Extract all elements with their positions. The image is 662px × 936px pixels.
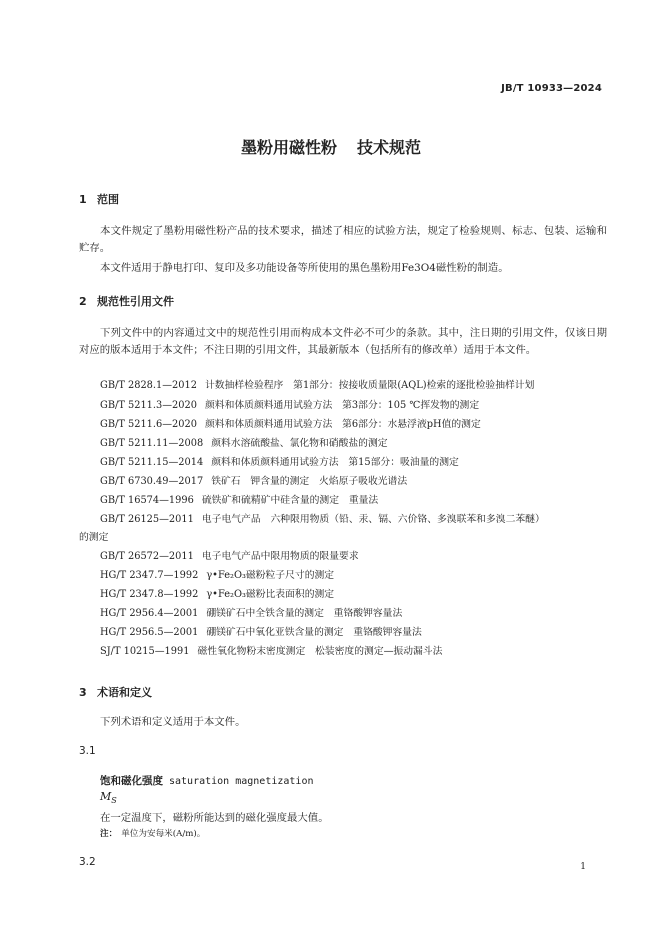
section-title: 范围 bbox=[97, 193, 119, 206]
section-1-heading bbox=[79, 191, 119, 207]
ref-title: 电子电气产品中限用物质的限量要求 bbox=[201, 551, 359, 562]
ref-code: GB/T 6730.49—2017 bbox=[100, 476, 204, 487]
term-entry bbox=[100, 773, 314, 788]
section-number: 2 bbox=[79, 295, 87, 308]
term-note bbox=[100, 827, 205, 839]
symbol-sub: S bbox=[111, 796, 117, 806]
reference-item bbox=[100, 492, 608, 509]
ref-code: GB/T 16574—1996 bbox=[100, 495, 194, 506]
ref-title: 磁性氧化物粉末密度测定 松装密度的测定—振动漏斗法 bbox=[197, 646, 443, 657]
reference-item bbox=[100, 548, 608, 565]
ref-code: HG/T 2347.8—1992 bbox=[100, 589, 199, 600]
ref-code: GB/T 5211.15—2014 bbox=[100, 457, 204, 468]
terms-intro: 下列术语和定义适用于本文件。 bbox=[100, 716, 246, 728]
title-part2: 技术规范 bbox=[357, 138, 422, 157]
section-3-heading bbox=[79, 684, 152, 700]
note-label: 注： bbox=[100, 829, 118, 839]
reference-item bbox=[100, 473, 608, 490]
ref-title: γ•Fe₂O₃磁粉比表面积的测定 bbox=[206, 589, 335, 600]
term-english: saturation magnetization bbox=[169, 776, 314, 787]
title-part1: 墨粉用磁性粉 bbox=[240, 138, 337, 157]
ref-title: 硼镁矿石中氧化亚铁含量的测定 重铬酸钾容量法 bbox=[206, 627, 422, 638]
ref-title: 颜料和体质颜料通用试验方法 第6部分：水悬浮液pH值的测定 bbox=[204, 419, 481, 430]
ref-code: GB/T 26125—2011 bbox=[100, 514, 194, 525]
reference-item bbox=[100, 454, 608, 471]
reference-item bbox=[100, 586, 608, 603]
scope-paragraph-2: 本文件适用于静电打印、复印及多功能设备等所使用的黑色墨粉用Fe3O4磁性粉的制造。 bbox=[100, 262, 509, 274]
reference-item bbox=[100, 435, 608, 452]
section-2-heading bbox=[79, 293, 174, 309]
note-text: 单位为安每米(A/m)。 bbox=[121, 829, 206, 839]
reference-item bbox=[100, 567, 608, 584]
ref-title: 硼镁矿石中全铁含量的测定 重铬酸钾容量法 bbox=[206, 608, 403, 619]
document-title bbox=[0, 135, 662, 158]
ref-code: GB/T 26572—2011 bbox=[100, 551, 194, 562]
ref-code: GB/T 5211.11—2008 bbox=[100, 438, 204, 449]
reference-item-continuation: 的测定 bbox=[79, 532, 109, 543]
ref-code: SJ/T 10215—1991 bbox=[100, 646, 190, 657]
section-title: 规范性引用文件 bbox=[97, 295, 174, 308]
clause-3-2: 3.2 bbox=[79, 856, 96, 868]
reference-item bbox=[100, 377, 608, 394]
ref-title: 计数抽样检验程序 第1部分：按接收质量限(AQL)检索的逐批检验抽样计划 bbox=[204, 380, 535, 391]
term-definition: 在一定温度下，磁粉所能达到的磁化强度最大值。 bbox=[100, 812, 329, 824]
section-number: 1 bbox=[79, 193, 87, 206]
reference-item bbox=[100, 511, 608, 528]
ref-code: GB/T 2828.1—2012 bbox=[100, 380, 197, 391]
ref-code: HG/T 2347.7—1992 bbox=[100, 570, 199, 581]
ref-code: GB/T 5211.6—2020 bbox=[100, 419, 197, 430]
ref-title: 铁矿石 钾含量的测定 火焰原子吸收光谱法 bbox=[211, 476, 408, 487]
ref-title: 电子电气产品 六种限用物质（铅、汞、镉、六价铬、多溴联苯和多溴二苯醚） bbox=[201, 514, 545, 525]
reference-item bbox=[100, 605, 608, 622]
ref-code: HG/T 2956.5—2001 bbox=[100, 627, 199, 638]
ref-title: 颜料水溶硫酸盐、氯化物和硝酸盐的测定 bbox=[211, 438, 388, 449]
section-number: 3 bbox=[79, 686, 87, 699]
reference-item bbox=[100, 643, 608, 660]
ref-code: HG/T 2956.4—2001 bbox=[100, 608, 199, 619]
term-chinese: 饱和磁化强度 bbox=[100, 775, 163, 787]
ref-title: 颜料和体质颜料通用试验方法 第3部分：105 ℃挥发物的测定 bbox=[204, 400, 480, 411]
reference-item bbox=[100, 416, 608, 433]
section-title: 术语和定义 bbox=[97, 686, 152, 699]
reference-item bbox=[100, 624, 608, 641]
clause-3-1: 3.1 bbox=[79, 745, 96, 757]
scope-paragraph-1: 本文件规定了墨粉用磁性粉产品的技术要求，描述了相应的试验方法，规定了检验规则、标志、包装、运输和贮存。 bbox=[79, 225, 607, 254]
ref-title: γ•Fe₂O₃磁粉粒子尺寸的测定 bbox=[206, 570, 335, 581]
ref-title: 颜料和体质颜料通用试验方法 第15部分：吸油量的测定 bbox=[211, 457, 459, 468]
ref-title: 硫铁矿和硫精矿中硅含量的测定 重量法 bbox=[201, 495, 379, 506]
ref-code: GB/T 5211.3—2020 bbox=[100, 400, 197, 411]
page-number: 1 bbox=[580, 862, 586, 872]
references-intro: 下列文件中的内容通过文中的规范性引用而构成本文件必不可少的条款。其中，注日期的引用文件，仅该日期对应的版本适用于本文件；不注日期的引用文件，其最新版本（包括所有的修改单）适用于本文件。 bbox=[79, 327, 607, 356]
term-symbol bbox=[100, 790, 117, 805]
reference-item bbox=[100, 397, 608, 414]
standard-number: JB/T 10933—2024 bbox=[501, 83, 602, 94]
symbol-main: M bbox=[100, 790, 112, 803]
